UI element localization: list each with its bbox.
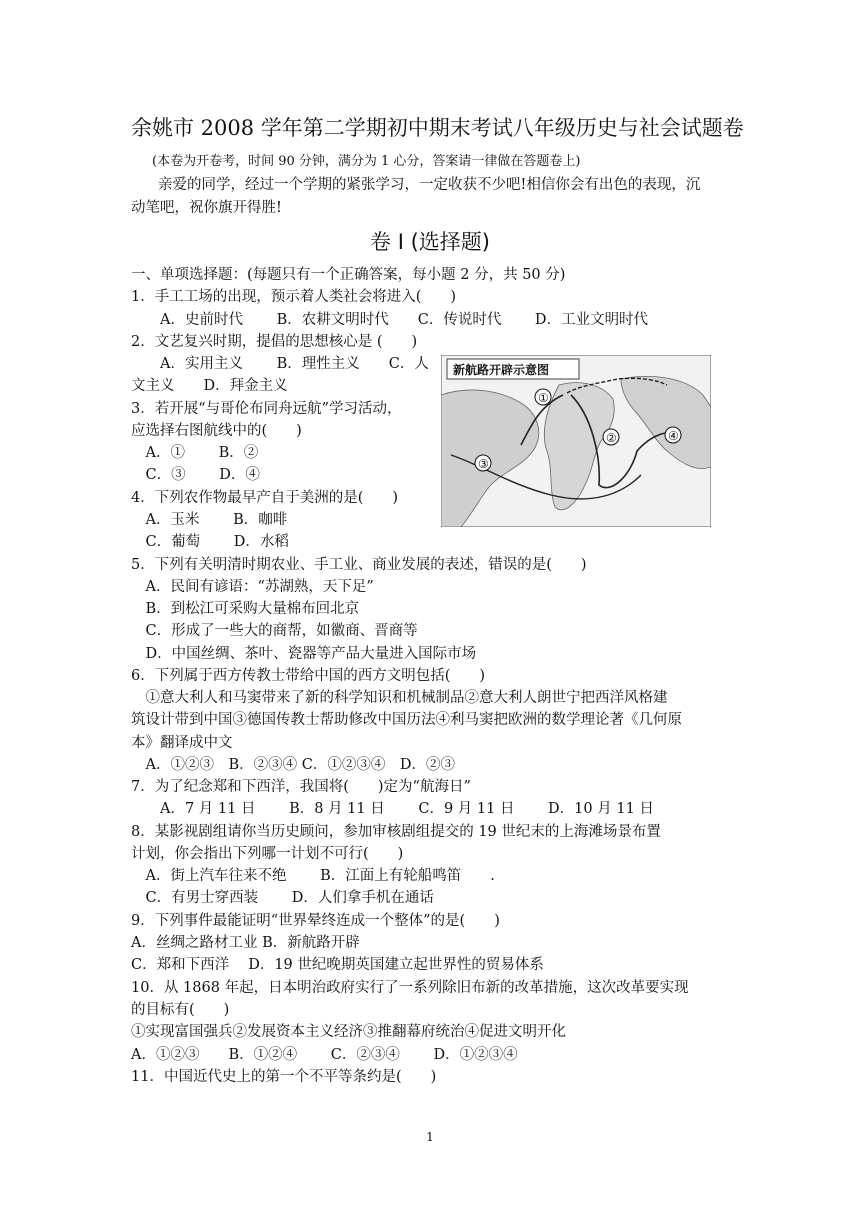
question-line: 文主义 D．拜金主义 <box>131 378 288 394</box>
question-line: 10．从 1868 年起，日本明治政府实行了一系列除旧布新的改革措施，这次改革要实现 <box>131 980 689 996</box>
question-line: A．①②③ B．②③④ C．①②③④ D．②③ <box>131 757 455 773</box>
question-line: 的目标有( ) <box>131 1002 230 1018</box>
question-line: A．① B．② <box>131 445 259 461</box>
question-line: C．有男士穿西装 D．人们拿手机在通话 <box>131 890 434 906</box>
route-label: ② <box>606 431 617 445</box>
question-line: 2．文艺复兴时期，提倡的思想核心是 ( ) <box>131 334 418 350</box>
exam-note: (本卷为开卷考，时间 90 分钟，满分为 1 心分，答案请一律做在答题卷上) <box>152 154 581 169</box>
question-line: ①实现富国强兵②发展资本主义经济③推翻幕府统治④促进文明开化 <box>131 1024 566 1040</box>
exam-title: 余姚市 2008 学年第二学期初中期末考试八年级历史与社会试题卷 <box>131 116 744 140</box>
question-line: D．中国丝绸、茶叶、瓷器等产品大量进入国际市场 <box>131 646 477 662</box>
question-line: 筑设计带到中国③德国传教士帮助修改中国历法④利马窦把欧洲的数学理论著《几何原 <box>131 712 682 728</box>
question-line: B．到松江可采购大量棉布回北京 <box>131 601 360 617</box>
question-line: C．葡萄 D．水稻 <box>131 534 289 550</box>
part-heading: 一、单项选择题：(每题只有一个正确答案，每小题 2 分，共 50 分) <box>131 267 566 283</box>
question-line: 5．下列有关明清时期农业、手工业、商业发展的表述，错误的是( ) <box>131 557 587 573</box>
question-line: A．街上汽车往来不绝 B．江面上有轮船鸣笛 . <box>131 868 495 884</box>
intro-line-1: 亲爱的同学，经过一个学期的紧张学习，一定收获不少吧!相信你会有出色的表现，沉 <box>158 177 701 193</box>
question-line: 本》翻译成中文 <box>131 735 233 751</box>
question-line: A．民间有谚语：“苏湖熟，天下足” <box>131 579 374 595</box>
question-line: C．③ D．④ <box>131 467 260 483</box>
question-line: A．史前时代 B．农耕文明时代 C．传说时代 D．工业文明时代 <box>131 312 649 328</box>
page-number: 1 <box>426 1130 434 1144</box>
question-line: 4．下列农作物最早产自于美洲的是( ) <box>131 490 399 506</box>
question-line: 计划，你会指出下列哪一计划不可行( ) <box>131 846 404 862</box>
question-line: 1．手工工场的出现，预示着人类社会将进入( ) <box>131 289 457 305</box>
question-line: A．①②③ B．①②④ C．②③④ D．①②③④ <box>131 1047 518 1063</box>
route-label: ④ <box>668 429 679 443</box>
question-line: 应选择右图航线中的( ) <box>131 423 302 439</box>
map-caption: 新航路开辟示意图 <box>453 363 550 377</box>
question-line: 6．下列属于西方传教士带给中国的西方文明包括( ) <box>131 668 486 684</box>
sea-routes-map <box>441 355 711 527</box>
question-line: 3．若开展“与哥伦布同舟远航”学习活动， <box>131 401 402 417</box>
question-line: A．7 月 11 日 B．8 月 11 日 C．9 月 11 日 D．10 月 11 日 <box>131 801 654 817</box>
intro-line-2: 动笔吧，祝你旗开得胜! <box>131 200 282 216</box>
question-line: A．玉米 B．咖啡 <box>131 512 288 528</box>
route-label: ① <box>538 391 549 405</box>
question-line: C．形成了一些大的商帮，如徽商、晋商等 <box>131 623 418 639</box>
question-line: 7．为了纪念郑和下西洋，我国将( )定为“航海日” <box>131 779 471 795</box>
route-label: ③ <box>478 457 489 471</box>
question-line: C．郑和下西洋 D．19 世纪晚期英国建立起世界性的贸易体系 <box>131 957 544 973</box>
section-title: 卷 I (选择题) <box>370 230 490 254</box>
question-line: A．丝绸之路材工业 B．新航路开辟 <box>131 935 360 951</box>
question-line: 11．中国近代史上的第一个不平等条约是( ) <box>131 1069 437 1085</box>
question-line: 9．下列事件最能证明“世界晕终连成一个整体”的是( ) <box>131 913 500 929</box>
question-line: 8．某影视剧组请你当历史顾问，参加审核剧组提交的 19 世纪末的上海滩场景布置 <box>131 824 661 840</box>
question-line: ①意大利人和马窦带来了新的科学知识和机械制品②意大利人朗世宁把西洋风格建 <box>131 690 668 706</box>
question-line: A．实用主义 B．理性主义 C．人 <box>131 356 429 372</box>
